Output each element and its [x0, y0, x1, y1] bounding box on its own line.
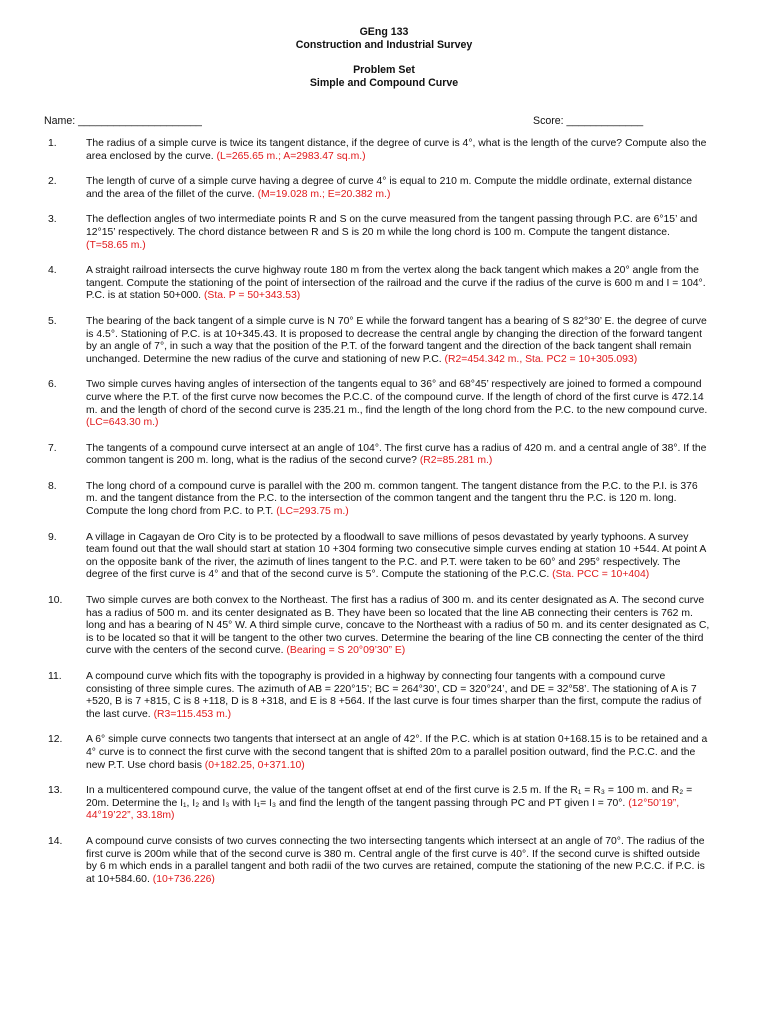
- problem-statement: The bearing of the back tangent of a simple curve is N 70° E while the forward tangent has a bearing of S 82°30’ E. the degree of curve is 4.5°. Stationing of P.C. is at 10+345.43. It is proposed to decrease the central angle by changing the direction of the forward tangent by an angle of 7°, in such a way that the position of the P.T. of the forward tangent and the direction of the back tangent shall remain unchanged. Determine the new radius of the curve and stationing of new P.C.: [86, 315, 707, 365]
- problem-item: [0, 595, 768, 658]
- problem-statement: Two simple curves having angles of intersection of the tangents equal to 36° and 68°45’ respectively are joined to formed a compound curve where the P.T. of the first curve now becomes the P.C.C. of the compound curve. If the length of chord of the first curve is 472.14 m. and the length of chord of the second curve is 235.21 m., find the length of the long chord from the P.C. to the new compound curve.: [86, 379, 708, 416]
- problem-number: 9.: [48, 531, 57, 543]
- problem-answer: (LC=643.30 m.): [86, 417, 159, 429]
- problem-text-block: [86, 532, 711, 582]
- problem-item: [0, 176, 768, 201]
- problem-text-block: [86, 443, 711, 468]
- problem-answer: (Bearing = S 20°09’30” E): [286, 645, 406, 657]
- problem-number: 1.: [48, 138, 57, 149]
- problem-number: 5.: [48, 315, 57, 327]
- set-topic: Simple and Compound Curve: [309, 77, 459, 89]
- problem-statement: The deflection angles of two intermediate points R and S on the curve measured from the tangent passing through P.C. are 6°15’ and 12°15’ respectively. The chord distance between R and S is 20 m while the long chord is 100 m. Compute the tangent distance.: [86, 214, 698, 238]
- problem-statement: A compound curve consists of two curves connecting the two intersecting tangents which intersect at an angle of 70°. The radius of the first curve is 200m while that of the second curve is 380 m. Central angle of the first curve is 40°. If the second curve is shifted outside by 6 m which ends in a parallel tangent and both radii of the two curves are retained, compute the stationing of the new P.C.C. if P.C. is at 10+584.60.: [86, 835, 705, 885]
- problem-statement: The long chord of a compound curve is parallel with the 200 m. common tangent. The tangent distance from the P.C. to the P.I. is 376 m. and the tangent distance from the P.C. to the intersection of the common tangent and the tangent thru the P.C. is 120 m. long. Compute the long chord from P.C. to P.T.: [86, 480, 698, 518]
- problem-statement: A compound curve which fits with the topography is provided in a highway by connecting four tangents with a compound curve consisting of three simple cures. The azimuth of AB = 220°15’; BC = 264°30’, CD = 320°24’, and DE = 32°58’. The stationing of A is 7 +520, B is 7 +815, C is 8 +118, D is 8 +318, and E is 8 +564. If the last curve is four times sharper than the first, compute the radius of the last curve.: [86, 671, 702, 720]
- problem-text-block: [86, 379, 711, 429]
- problem-item: [0, 443, 768, 468]
- problem-text-block: [86, 734, 711, 772]
- problem-number: 12.: [48, 734, 63, 746]
- problem-item: [0, 138, 768, 163]
- problem-statement: A village in Cagayan de Oro City is to be protected by a floodwall to save millions of pesos devastated by yearly typhoons. A survey team found out that the wall should start at station 10 +304 forming two consecutive simple curves ending at station 10 +544. At point A on the opposite bank of the river, the azimuth of lines tangent to the P.C. and P.T. were taken to be 60° and 295° respectively. The degree of the first curve is 4° and that of the second curve is 5°. Compute the stationing of the P.C.C.: [86, 531, 706, 581]
- problem-statement: A straight railroad intersects the curve highway route 180 m from the vertex along the back tangent which makes a 20° angle from the tangent. Compute the stationing of the point of intersection of the railroad and the curve if the radius of the curve is 600 m and I = 104°. P.C. is at station 50+000.: [86, 265, 706, 302]
- problem-answer: (R2=454.342 m., Sta. PC2 = 10+305.093): [444, 353, 638, 365]
- problem-answer: (Sta. P = 50+343.53): [203, 290, 301, 302]
- course-subject: Construction and Industrial Survey: [295, 39, 473, 51]
- problem-number: 2.: [48, 176, 57, 188]
- problem-statement: The tangents of a compound curve intersect at an angle of 104°. The first curve has a radius of 420 m. and a central angle of 38°. If the common tangent is 200 m. long, what is the radius of the second curve?: [86, 442, 707, 467]
- problem-item: [0, 785, 768, 823]
- problem-item: [0, 671, 768, 721]
- problem-answer: (R2=85.281 m.): [419, 455, 493, 467]
- problem-statement: The radius of a simple curve is twice its tangent distance, if the degree of curve is 4°, what is the length of the curve? Compute also the area enclosed by the curve.: [86, 138, 707, 162]
- problem-number: 8.: [48, 480, 57, 492]
- problem-statement: A 6° simple curve connects two tangents that intersect at an angle of 42°. If the P.C. which is at station 0+168.15 is to be retained and a 4° curve is to connect the first curve with the second tangent that is shifted 20m to a parallel position outward, find the P.C.C. and the new P.T. Use chord basis: [86, 734, 708, 771]
- document-header: [0, 26, 768, 90]
- problem-answer: (0+182.25, 0+371.10): [204, 759, 305, 771]
- problem-number: 4.: [48, 265, 57, 277]
- problem-number: 7.: [48, 442, 57, 454]
- problem-item: [0, 481, 768, 519]
- problem-list: [0, 138, 768, 899]
- problem-item: [0, 379, 768, 429]
- problem-statement: Two simple curves are both convex to the Northeast. The first has a radius of 300 m. and its center designated as A. The second curve has a radius of 500 m. and its center designated as B. They have been so located that the line AB connecting their centers is 762 m. long and has a bearing of N 45° W. A third simple curve, concave to the Northeast with a radius of 50 m. and its center designated as C, is to be located so that it will be tangent to the other two curves. Determine the bearing of the line CB connecting the center of the third curve with the centers of the second curve.: [86, 595, 710, 657]
- name-score-row: [44, 115, 724, 128]
- problem-text-block: [86, 214, 711, 252]
- name-field: Name: _____________________: [44, 115, 202, 127]
- problem-text-block: [86, 481, 711, 519]
- problem-item: [0, 836, 768, 886]
- problem-text-block: [86, 785, 711, 823]
- problem-text-block: [86, 138, 711, 163]
- problem-text-block: [86, 836, 711, 886]
- problem-answer: (R3=115.453 m.): [153, 708, 232, 720]
- problem-answer: (L=265.65 m.; A=2983.47 sq.m.): [216, 150, 366, 162]
- problem-number: 6.: [48, 379, 57, 391]
- problem-item: [0, 532, 768, 582]
- problem-statement: The length of curve of a simple curve having a degree of curve 4° is equal to 210 m. Compute the middle ordinate, external distance and the area of the fillet of the curve.: [86, 176, 693, 200]
- problem-text-block: [86, 265, 711, 303]
- problem-item: [0, 734, 768, 772]
- problem-text-block: [86, 316, 711, 366]
- problem-text-block: [86, 671, 711, 721]
- course-code: GEng 133: [359, 26, 409, 38]
- problem-item: [0, 214, 768, 252]
- problem-number: 3.: [48, 214, 57, 226]
- score-field: Score: _____________: [533, 115, 644, 127]
- problem-answer: (T=58.65 m.): [86, 239, 146, 251]
- problem-item: [0, 265, 768, 303]
- problem-answer: (12°50’19”, 44°19’22”, 33.18m): [86, 797, 680, 822]
- problem-number: 13.: [48, 785, 63, 797]
- problem-number: 10.: [48, 595, 63, 607]
- problem-text-block: [86, 595, 711, 658]
- problem-answer: (10+736.226): [152, 873, 215, 885]
- problem-answer: (M=19.028 m.; E=20.382 m.): [257, 188, 391, 200]
- problem-text-block: [86, 176, 711, 201]
- problem-number: 14.: [48, 835, 63, 847]
- problem-answer: (LC=293.75 m.): [276, 506, 349, 518]
- problem-statement: In a multicentered compound curve, the value of the tangent offset at end of the first curve is 2.5 m. If the R₁ = R₃ = 100 m. and R₂ = 20m. Determine the I₁, I₂ and I₃ with I₁= I₃ and find the length of the tangent passing through PC and PT given I = 70°.: [86, 785, 693, 809]
- problem-number: 11.: [48, 671, 62, 682]
- problem-item: [0, 316, 768, 366]
- problem-answer: (Sta. PCC = 10+404): [552, 569, 650, 581]
- set-title: Problem Set: [353, 64, 415, 76]
